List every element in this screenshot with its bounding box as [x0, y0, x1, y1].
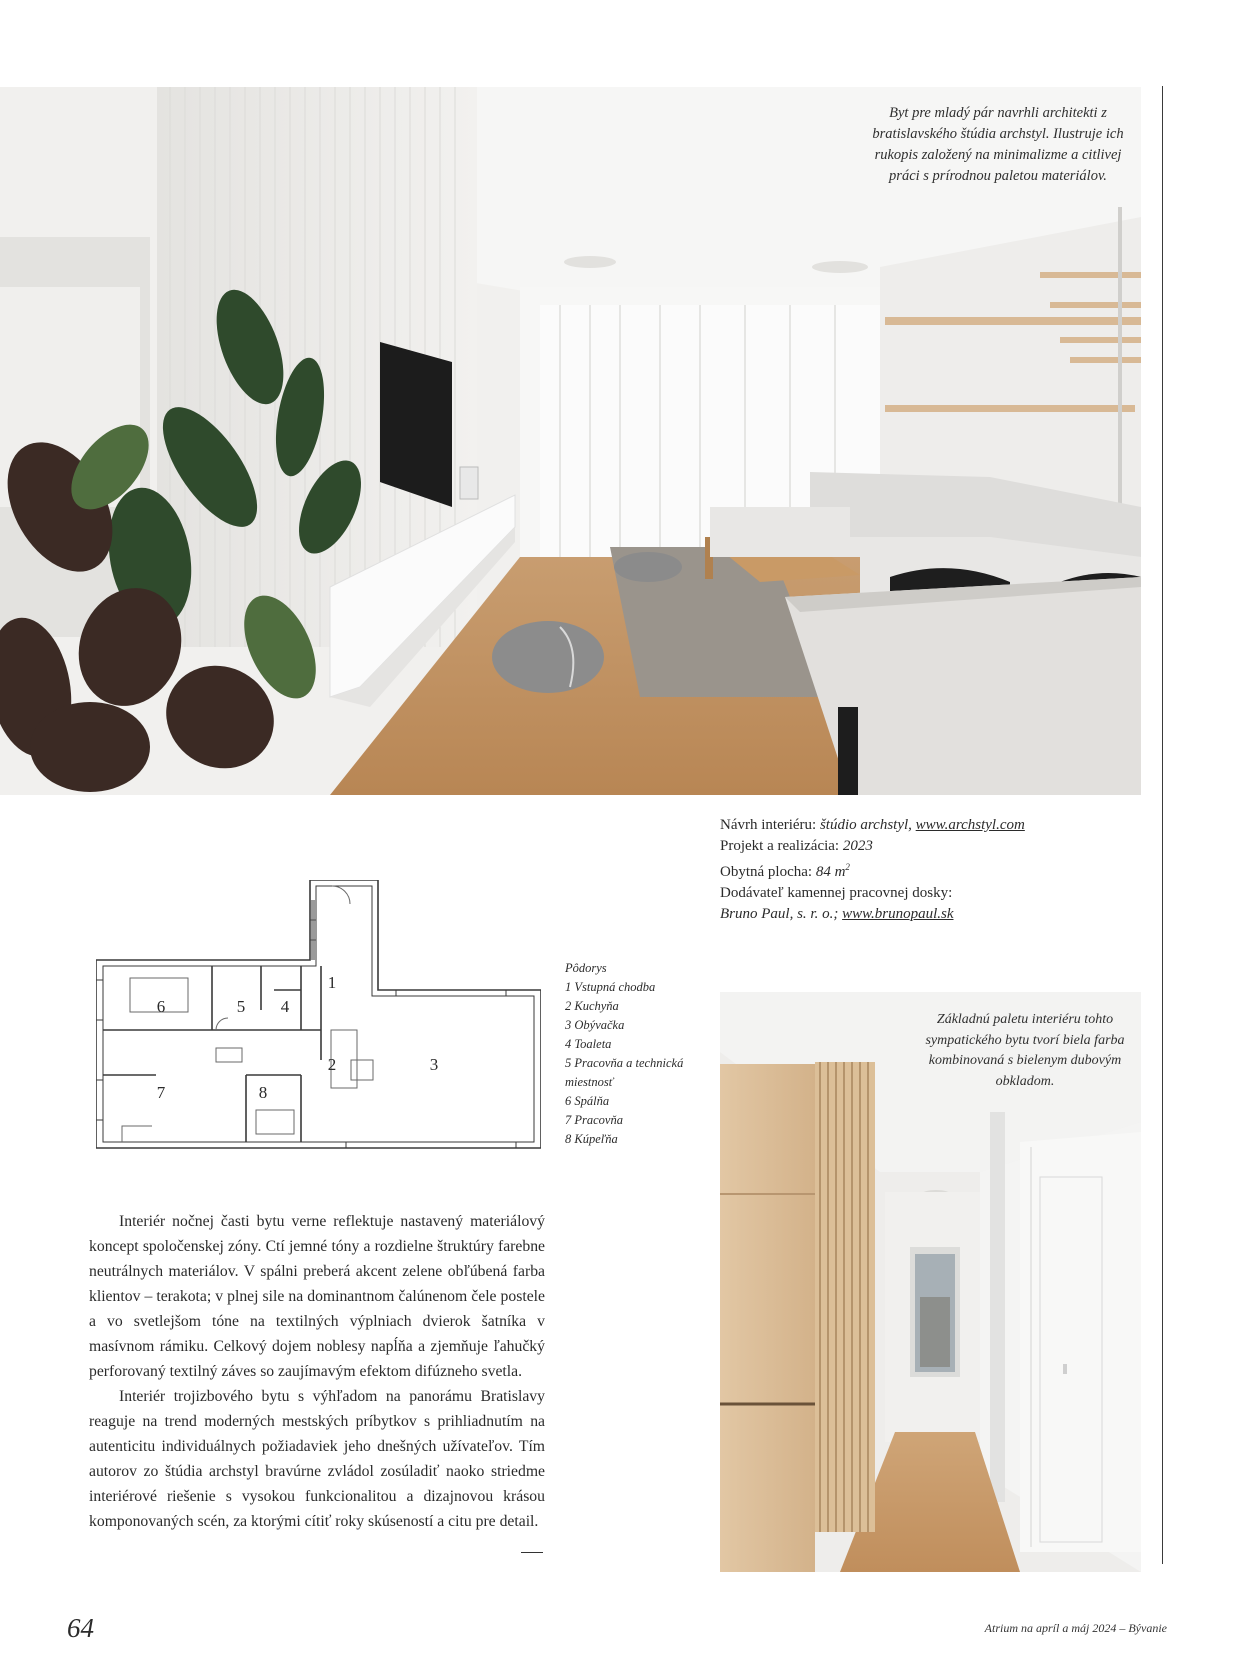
project-credits [720, 815, 1140, 925]
body-paragraph-2: Interiér trojizbového bytu s výhľadom na panorámu Bratislavy reaguje na trend moderných mestských príbytkov s prihliadnutím na autenticitu individuálnych požiadaviek jeho dnešných užívateľov. Tím autorov zo štúdia archstyl bravúrne zvládol zosúladiť naoko striedme interiérové riešenie s vysokou funkcionalitou a dizajnovou krásou komponovaných scén, za ktorými cítiť roky skúseností a citu pre detail. [89, 1388, 545, 1530]
running-footer: Atrium na apríl a máj 2024 – Bývanie [984, 1621, 1167, 1635]
room-number-3: 3 [429, 1055, 439, 1074]
legend-item: 1 Vstupná chodba [565, 980, 656, 994]
room-number-1: 1 [327, 973, 337, 992]
article-body [89, 1209, 545, 1534]
room-number-7: 7 [156, 1083, 166, 1102]
supplier-value: Bruno Paul, s. r. o.; [720, 906, 839, 922]
credit-project [720, 836, 1140, 857]
room-number-6: 6 [156, 997, 166, 1016]
legend-item: 4 Toaleta [565, 1037, 612, 1051]
floor-plan [96, 880, 541, 1160]
area-unit-sup: 2 [845, 862, 850, 872]
floor-plan-legend [565, 959, 715, 1149]
legend-item: miestnosť [565, 1075, 614, 1089]
main-photo-caption: Byt pre mladý pár navrhli architekti z bratislavského štúdia archstyl. Ilustruje ich rukopis založený na minimalizme a citlivej práci s prírodnou paletou materiálov. [872, 105, 1124, 184]
legend-item: 3 Obývačka [565, 1018, 625, 1032]
hallway-photo-caption: Základnú paletu interiéru tohto sympatického bytu tvorí biela farba kombinovaná s bielenym dubovým obkladom. [925, 1012, 1125, 1089]
article-end-mark [521, 1552, 543, 1553]
legend-title: Pôdorys [565, 961, 607, 975]
legend-item: 6 Spálňa [565, 1094, 610, 1108]
credit-supplier [720, 883, 1140, 904]
legend-item: 2 Kuchyňa [565, 999, 619, 1013]
living-room-photo [0, 87, 1141, 795]
legend-item: 8 Kúpeľňa [565, 1132, 618, 1146]
area-label: Obytná plocha: [720, 864, 813, 880]
supplier-link[interactable]: www.brunopaul.sk [842, 906, 954, 922]
legend-item: 7 Pracovňa [565, 1113, 623, 1127]
design-value: štúdio archstyl, [819, 817, 912, 833]
credit-area [720, 857, 1140, 883]
credit-design [720, 815, 1140, 836]
project-label: Projekt a realizácia: [720, 838, 840, 854]
design-label: Návrh interiéru: [720, 817, 817, 833]
page-number: 64 [67, 1613, 94, 1643]
room-number-5: 5 [236, 997, 246, 1016]
room-number-2: 2 [327, 1055, 337, 1074]
area-value: 84 m [815, 864, 846, 880]
body-paragraph-1: Interiér nočnej časti bytu verne reflektuje nastavený materiálový koncept spoločenskej zóny. Ctí jemné tóny a rozdielne štruktúry farebne neutrálnych materiálov. V spálni preberá akcent zelene obľúbená farba klientov – terakota; v plnej sile na dominantnom čalúnenom čele postele a vo svetlejšom tóne na textilných výplniach dvierok šatníka v masívnom rámiku. Celkový dojem noblesy napĺňa a zjemňuje ľahučký perforovaný textilný záves so zaujímavým efektom difúzneho svetla. [89, 1213, 545, 1380]
room-number-4: 4 [280, 997, 290, 1016]
room-number-8: 8 [258, 1083, 268, 1102]
project-value: 2023 [842, 838, 873, 854]
design-link[interactable]: www.archstyl.com [915, 817, 1025, 833]
column-rule [1162, 86, 1163, 1564]
legend-item: 5 Pracovňa a technická [565, 1056, 684, 1070]
supplier-label: Dodávateľ kamennej pracovnej dosky: [720, 885, 953, 901]
credit-supplier-value [720, 904, 1140, 925]
